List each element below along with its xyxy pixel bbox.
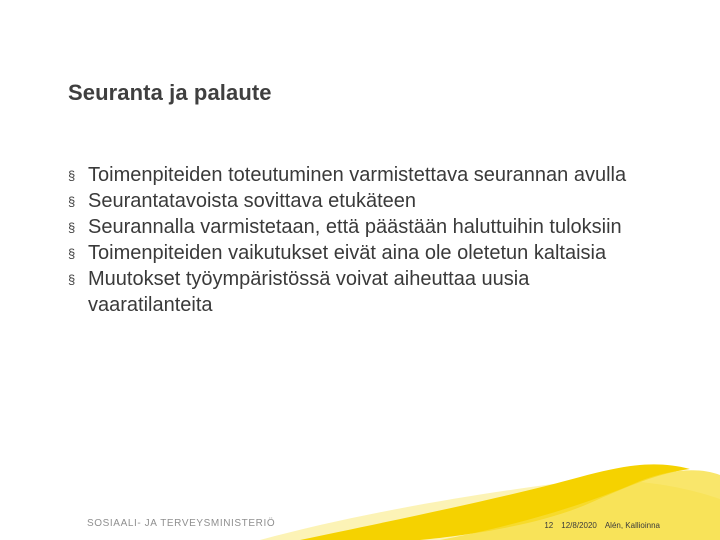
bullet-text: Seurannalla varmistetaan, että päästään haluttuihin tuloksiin [88, 216, 622, 238]
bullet-marker-icon: § [68, 246, 76, 261]
bullet-marker-icon: § [68, 272, 76, 287]
slide-author: Alén, Kallioinna [604, 521, 660, 530]
organization-name: SOSIAALI- JA TERVEYSMINISTERIÖ [87, 518, 276, 529]
bullet-item [68, 188, 648, 214]
bullet-item [68, 214, 648, 240]
bullet-text: Toimenpiteiden vaikutukset eivät aina ole oletetun kaltaisia [88, 242, 607, 264]
bullet-marker-icon: § [68, 220, 76, 235]
bullet-list [68, 162, 648, 318]
bullet-item [68, 266, 648, 318]
slide-date: 12/8/2020 [561, 521, 597, 530]
bullet-text: Toimenpiteiden toteutuminen varmistettava seurannan avulla [88, 164, 627, 186]
bullet-item [68, 162, 648, 188]
bullet-text: Muutokset työympäristössä voivat aiheuttaa uusia vaaratilanteita [88, 268, 530, 316]
bullet-item [68, 240, 648, 266]
page-number: 12 [544, 521, 554, 530]
bullet-marker-icon: § [68, 194, 76, 209]
footer-meta [544, 521, 660, 530]
slide-title: Seuranta ja palaute [68, 80, 272, 105]
bullet-text: Seurantatavoista sovittava etukäteen [88, 190, 416, 212]
bullet-marker-icon: § [68, 168, 76, 183]
